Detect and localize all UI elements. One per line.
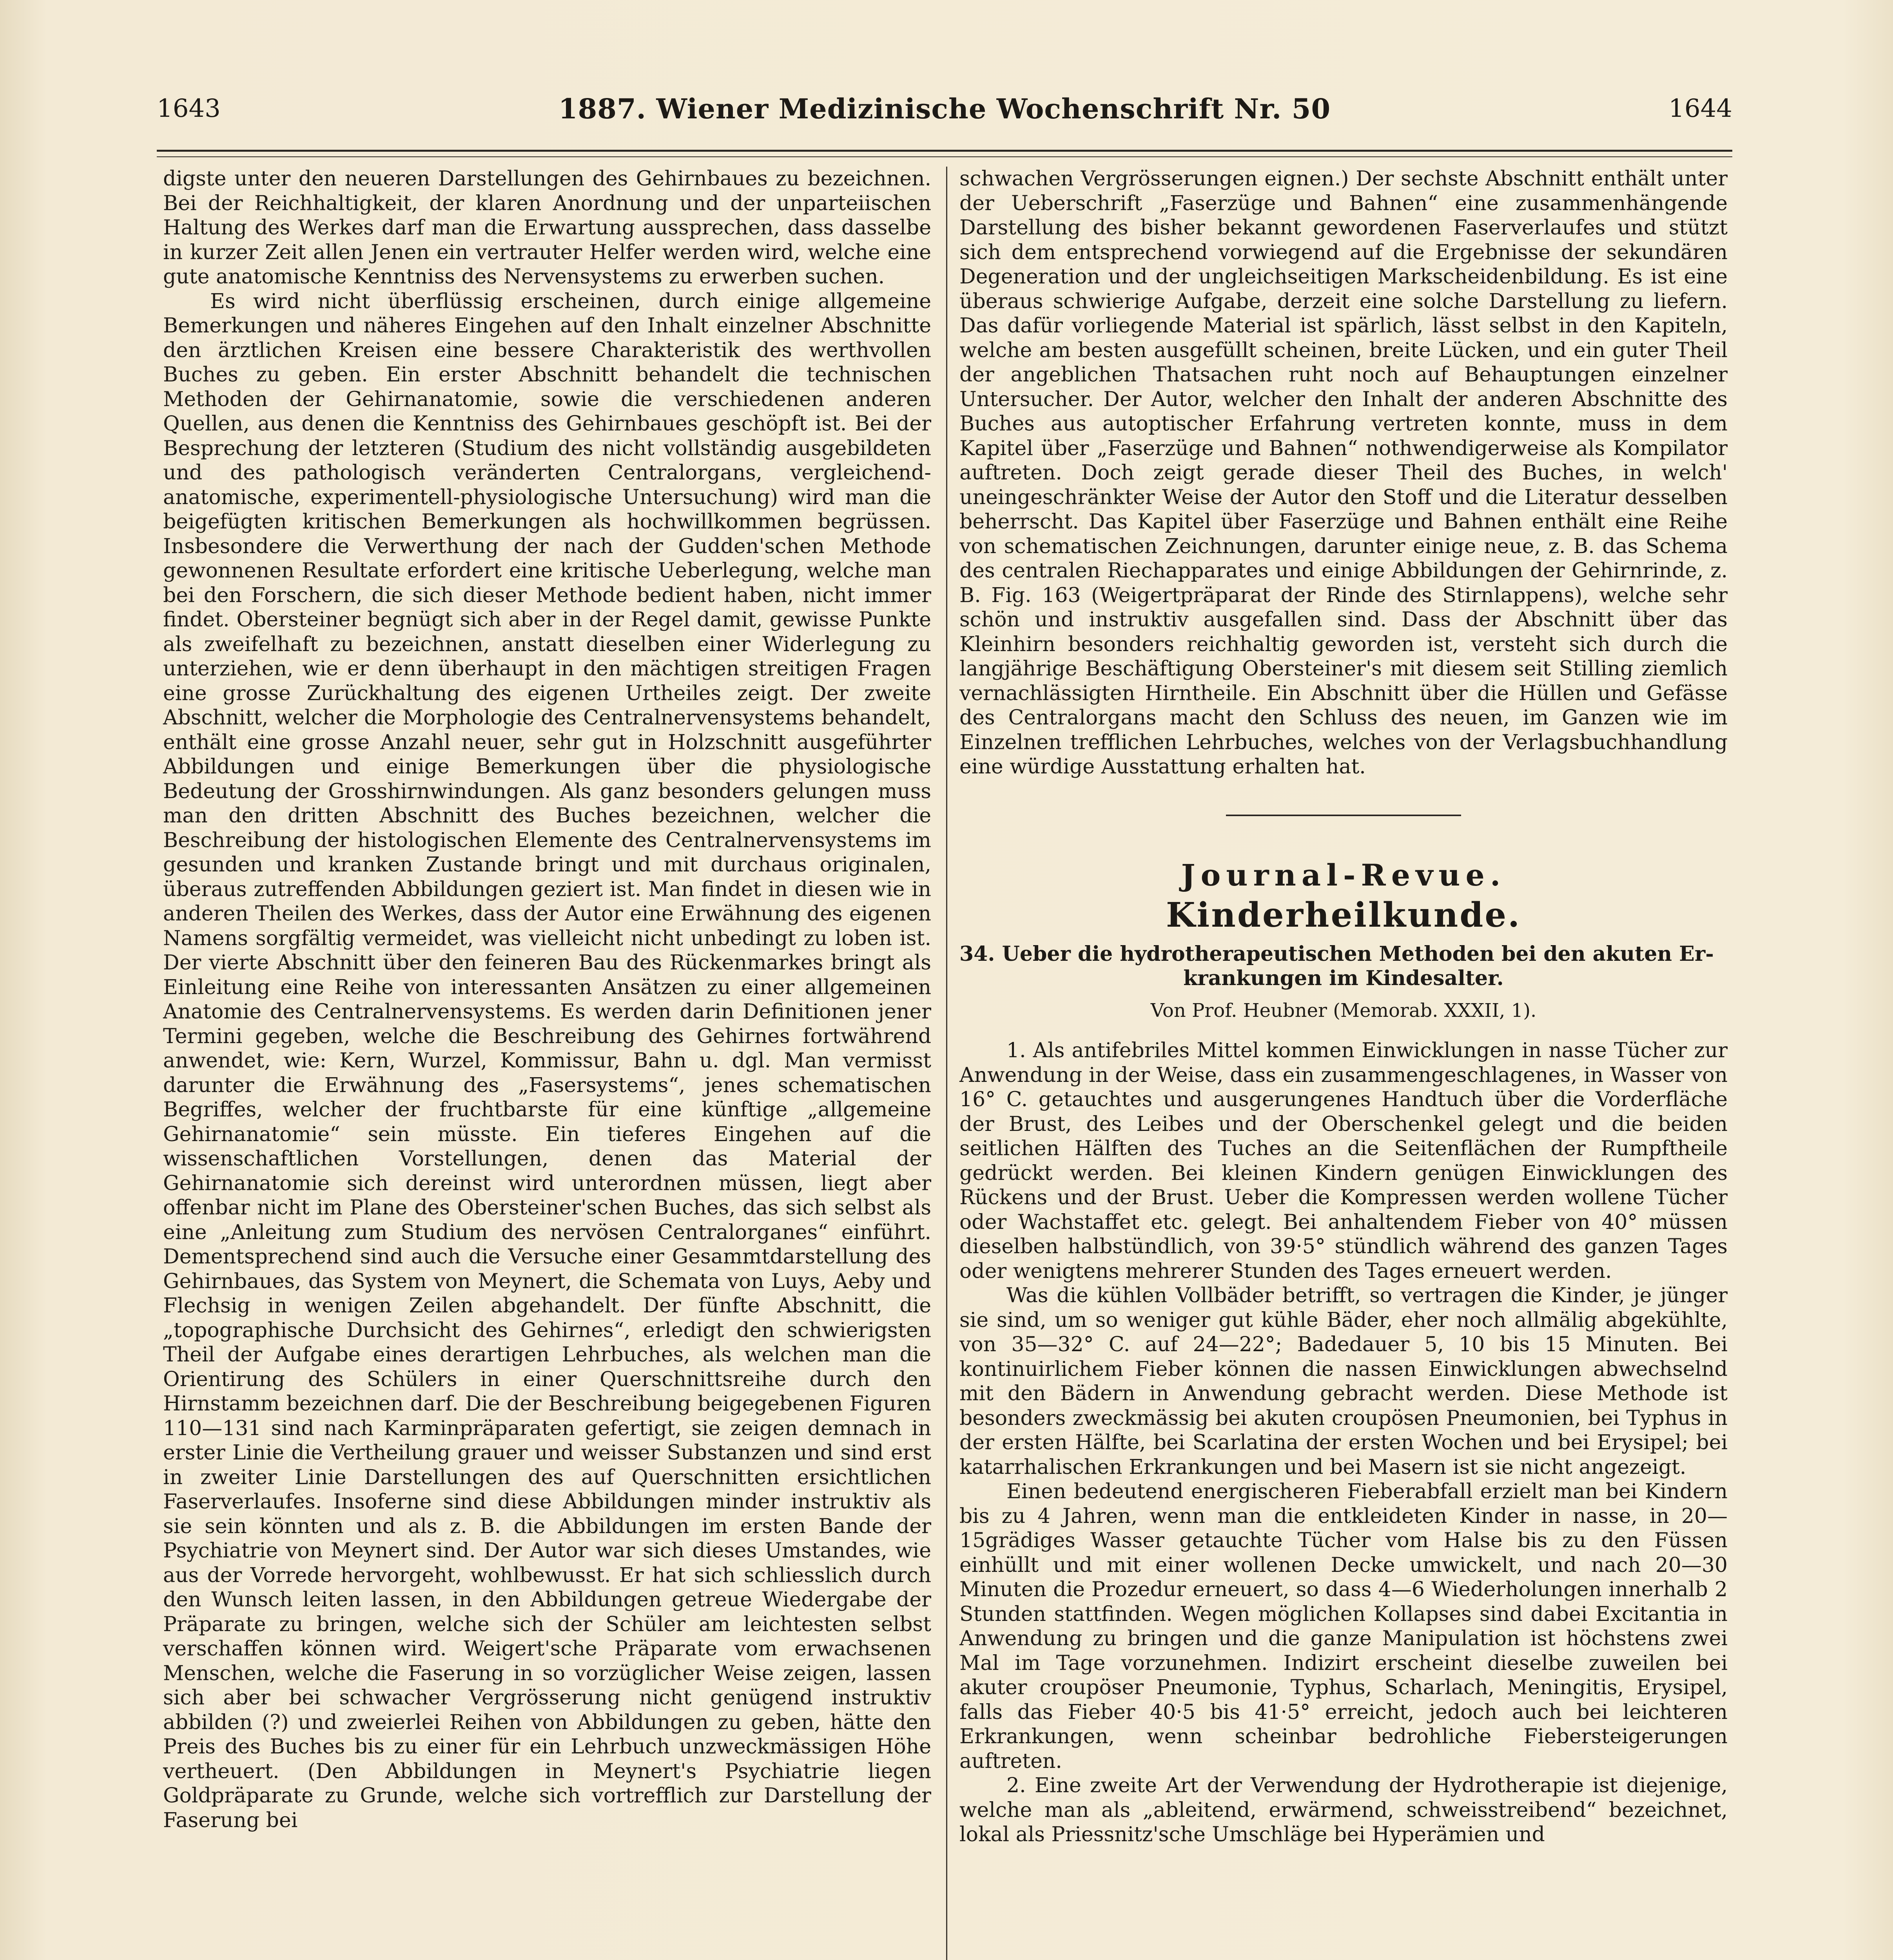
right-paragraph-1: schwachen Vergrösserungen eignen.) Der sechste Abschnitt enthält unter der Ueberschrift „Faserzüge und Bahnen“ eine zusammenhängende Darstellung des bisher bekannt gewordenen Faserverlaufes und stützt sich dem entsprechend vorwiegend auf die Ergebnisse der sekundären Degeneration und der ungleichseitigen Markscheidenbildung. Es ist eine überaus schwierige Aufgabe, derzeit eine solche Darstellung zu liefern. Das dafür vorliegende Material ist spärlich, lässt selbst in den Kapiteln, welche am besten ausgefüllt scheinen, breite Lücken, und ein guter Theil der angeblichen Thatsachen ruht noch auf Behauptungen einzelner Untersucher. Der Autor, welcher den Inhalt der anderen Abschnitte des Buches aus autoptischer Erfahrung vertreten konnte, muss in dem Kapitel über „Faserzüge und Bahnen“ nothwendigerweise als Kompilator auftreten. Doch zeigt gerade dieser Theil des Buches, in welch' uneingeschränkter Weise der Autor den Stoff und die Literatur desselben beherrscht. Das Kapitel über Faserzüge und Bahnen enthält eine Reihe von schematischen Zeichnungen, darunter einige neue, z. B. das Schema des centralen Riechapparates und einige Abbildungen der Gehirnrinde, z. B. Fig. 163 (Weigertpräparat der Rinde des Stirnlappens), welche sehr schön und instruktiv ausgefallen sind. Dass der Abschnitt über das Kleinhirn besonders reichhaltig geworden ist, versteht sich durch die langjährige Beschäftigung Obersteiner's mit diesem seit Stilling ziemlich vernachlässigten Hirntheile. Ein Abschnitt über die Hüllen und Gefässe des Centralorgans macht den Schluss des neuen, im Ganzen wie im Einzelnen trefflichen Lehrbuches, welches von der Verlagsbuchhandlung eine würdige Ausstattung erhalten hat.	[959, 167, 1728, 779]
article-paragraph-1: 1. Als antifebriles Mittel kommen Einwicklungen in nasse Tücher zur Anwendung in der Weise, dass ein zusammengeschlagenes, in Wasser von 16° C. getauchtes und ausgerungenes Handtuch über die Vorderfläche der Brust, des Leibes und der Oberschenkel gelegt und die beiden seitlichen Hälften des Tuches an die Seitenflächen der Rumpftheile gedrückt werden. Bei kleinen Kindern genügen Einwicklungen des Rückens und der Brust. Ueber die Kompressen werden wollene Tücher oder Wachstaffet etc. gelegt. Bei anhaltendem Fieber von 40° müssen dieselben halbstündlich, von 39·5° stündlich während des ganzen Tages oder wenigtens mehrerer Stunden des Tages erneuert werden.	[959, 1039, 1728, 1283]
subsection-heading: Kinderheilkunde.	[1166, 895, 1521, 935]
left-paragraph-2: Es wird nicht überflüssig erscheinen, durch einige allgemeine Bemerkungen und näheres Eingehen auf den Inhalt einzelner Abschnitte den ärztlichen Kreisen eine bessere Charakteristik des werthvollen Buches zu geben. Ein erster Abschnitt behandelt die technischen Methoden der Gehirnanatomie, sowie die verschiedenen anderen Quellen, aus denen die Kenntniss des Gehirnbaues geschöpft ist. Bei der Besprechung der letzteren (Studium des nicht vollständig ausgebildeten und des pathologisch veränderten Centralorgans, vergleichend-anatomische, experimentell-physiologische Untersuchung) wird man die beigefügten kritischen Bemerkungen als hochwillkommen begrüssen. Insbesondere die Verwerthung der nach der Gudden'schen Methode gewonnenen Resultate erfordert eine kritische Ueberlegung, welche man bei den Forschern, die sich dieser Methode bedient haben, nicht immer findet. Obersteiner begnügt sich aber in der Regel damit, gewisse Punkte als zweifelhaft zu bezeichnen, anstatt dieselben einer Widerlegung zu unterziehen, wie er denn überhaupt in den mächtigen streitigen Fragen eine grosse Zurückhaltung des eigenen Urtheiles zeigt. Der zweite Abschnitt, welcher die Morphologie des Centralnervensystems behandelt, enthält eine grosse Anzahl neuer, sehr gut in Holzschnitt ausgeführter Abbildungen und einige Bemerkungen über die physiologische Bedeutung der Grosshirnwindungen. Als ganz besonders gelungen muss man den dritten Abschnitt des Buches bezeichnen, welcher die Beschreibung der histologischen Elemente des Centralnervensystems im gesunden und kranken Zustande bringt und mit durchaus originalen, überaus zutreffenden Abbildungen geziert ist. Man findet in diesen wie in anderen Theilen des Werkes, dass der Autor eine Erwähnung des eigenen Namens sorgfältig vermeidet, was vielleicht nicht unbedingt zu loben ist. Der vierte Abschnitt über den feineren Bau des Rückenmarkes bringt als Einleitung eine Reihe von interessanten Ansätzen zu einer allgemeinen Anatomie des Centralnervensystems. Es werden darin Definitionen jener Termini gegeben, welche die Beschreibung des Gehirnes fortwährend anwendet, wie: Kern, Wurzel, Kommissur, Bahn u. dgl. Man vermisst darunter die Erwähnung des „Fasersystems“, jenes schematischen Begriffes, welcher der fruchtbarste für eine künftige „allgemeine Gehirnanatomie“ sein müsste. Ein tieferes Eingehen auf die wissenschaftlichen Vorstellungen, denen das Material der Gehirnanatomie sich dereinst wird unterordnen müssen, liegt aber offenbar nicht im Plane des Obersteiner'schen Buches, das sich selbst als eine „Anleitung zum Studium des nervösen Centralorganes“ einführt. Dementsprechend sind auch die Versuche einer Gesammtdarstellung des Gehirnbaues, das System von Meynert, die Schemata von Luys, Aeby und Flechsig in wenigen Zeilen abgehandelt. Der fünfte Abschnitt, die „topographische Durchsicht des Gehirnes“, erledigt den schwierigsten Theil der Aufgabe eines derartigen Lehrbuches, als welchen man die Orientirung des Schülers in einer Querschnittsreihe durch den Hirnstamm bezeichnen darf. Die der Beschreibung beigegebenen Figuren 110—131 sind nach Karminpräparaten gefertigt, sie zeigen demnach in erster Linie die Vertheilung grauer und weisser Substanzen und sind erst in zweiter Linie Darstellungen des auf Querschnitten ersichtlichen Faserverlaufes. Insoferne sind diese Abbildungen minder instruktiv als sie sein könnten und als z. B. die Abbildungen im ersten Bande der Psychiatrie von Meynert sind. Der Autor war sich dieses Umstandes, wie aus der Vorrede hervorgeht, wohlbewusst. Er hat sich schliesslich durch den Wunsch leiten lassen, in den Abbildungen getreue Wiedergabe der Präparate zu bringen, welche sich der Schüler am leichtesten selbst verschaffen können wird. Weigert'sche Präparate vom erwachsenen Menschen, welche die Faserung in so vorzüglicher Weise zeigen, lassen sich aber bei schwacher Vergrösserung nicht genügend instruktiv abbilden (?) und zweierlei Reihen von Abbildungen zu geben, hätte den Preis des Buches bis zu einer für ein Lehrbuch unzweckmässigen Höhe vertheuert. (Den Abbildungen in Meynert's Psychiatrie liegen Goldpräparate zu Grunde, welche sich vortrefflich zur Darstellung der Faserung bei	[163, 289, 931, 1832]
journal-title: 1887. Wiener Medizinische Wochenschrift Nr. 50	[558, 93, 1331, 125]
section-rule	[1226, 815, 1461, 816]
article-number: 34.	[959, 942, 995, 966]
page-number-right: 1644	[1668, 94, 1732, 123]
left-column	[163, 167, 931, 1833]
left-paragraph-1: digste unter den neueren Darstellungen des Gehirnbaues zu bezeichnen. Bei der Reichhaltigkeit, der klaren Anordnung und der unparteiischen Haltung des Werkes darf man die Erwartung aussprechen, dass dasselbe in kurzer Zeit allen Jenen ein vertrauter Helfer werden wird, welche eine gute anatomische Kenntniss des Nervensystems zu erwerben suchen.	[163, 167, 931, 289]
article-paragraph-2: Was die kühlen Vollbäder betrifft, so vertragen die Kinder, je jünger sie sind, um so weniger gut kühle Bäder, eher noch allmälig abgekühlte, von 35—32° C. auf 24—22°; Badedauer 5, 10 bis 15 Minuten. Bei kontinuirlichem Fieber können die nassen Einwicklungen abwechselnd mit den Bädern in Anwendung gebracht werden. Diese Methode ist besonders zweckmässig bei akuten croupösen Pneumonien, bei Typhus in der ersten Hälfte, bei Scarlatina der ersten Wochen und bei Erysipel; bei katarrhalischen Erkrankungen und bei Masern ist sie nicht angezeigt.	[959, 1284, 1728, 1479]
page-number-left: 1643	[157, 94, 221, 123]
article-paragraph-3: Einen bedeutend energischeren Fieberabfall erzielt man bei Kindern bis zu 4 Jahren, wenn man die entkleideten Kinder in nasse, in 20—15grädiges Wasser getauchte Tücher vom Halse bis zu den Füssen einhüllt und mit einer wollenen Decke umwickelt, und nach 20—30 Minuten die Prozedur erneuert, so dass 4—6 Wiederholungen innerhalb 2 Stunden stattfinden. Wegen möglichen Kollapses sind dabei Excitantia in Anwendung zu bringen und die ganze Manipulation ist höchstens zwei Mal im Tage vorzunehmen. Indizirt erscheint dieselbe zuweilen bei akuter croupöser Pneumonie, Typhus, Scharlach, Meningitis, Erysipel, falls das Fieber 40·5 bis 41·5° erreicht, jedoch auch bei leichteren Erkrankungen, wenn scheinbar bedrohliche Fiebersteigerungen auftreten.	[959, 1480, 1728, 1773]
section-heading: Journal-Revue.	[1181, 857, 1506, 893]
article-title-line2: krankungen im Kindesalter.	[1183, 966, 1504, 990]
column-divider	[946, 167, 947, 1960]
article-byline: Von Prof. Heubner (Memorab. XXXII, 1).	[1150, 999, 1537, 1022]
header-rule	[157, 150, 1732, 157]
page-header	[157, 85, 1732, 129]
article-title	[959, 942, 1728, 991]
article-paragraph-4: 2. Eine zweite Art der Verwendung der Hydrotherapie ist diejenige, welche man als „ableitend, erwärmend, schweisstreibend“ bezeichnet, lokal als Priessnitz'sche Umschläge bei Hyperämien und	[959, 1774, 1728, 1846]
article-title-line1: Ueber die hydrotherapeutischen Methoden bei den akuten Er-	[1002, 942, 1714, 966]
right-column	[959, 167, 1728, 1847]
